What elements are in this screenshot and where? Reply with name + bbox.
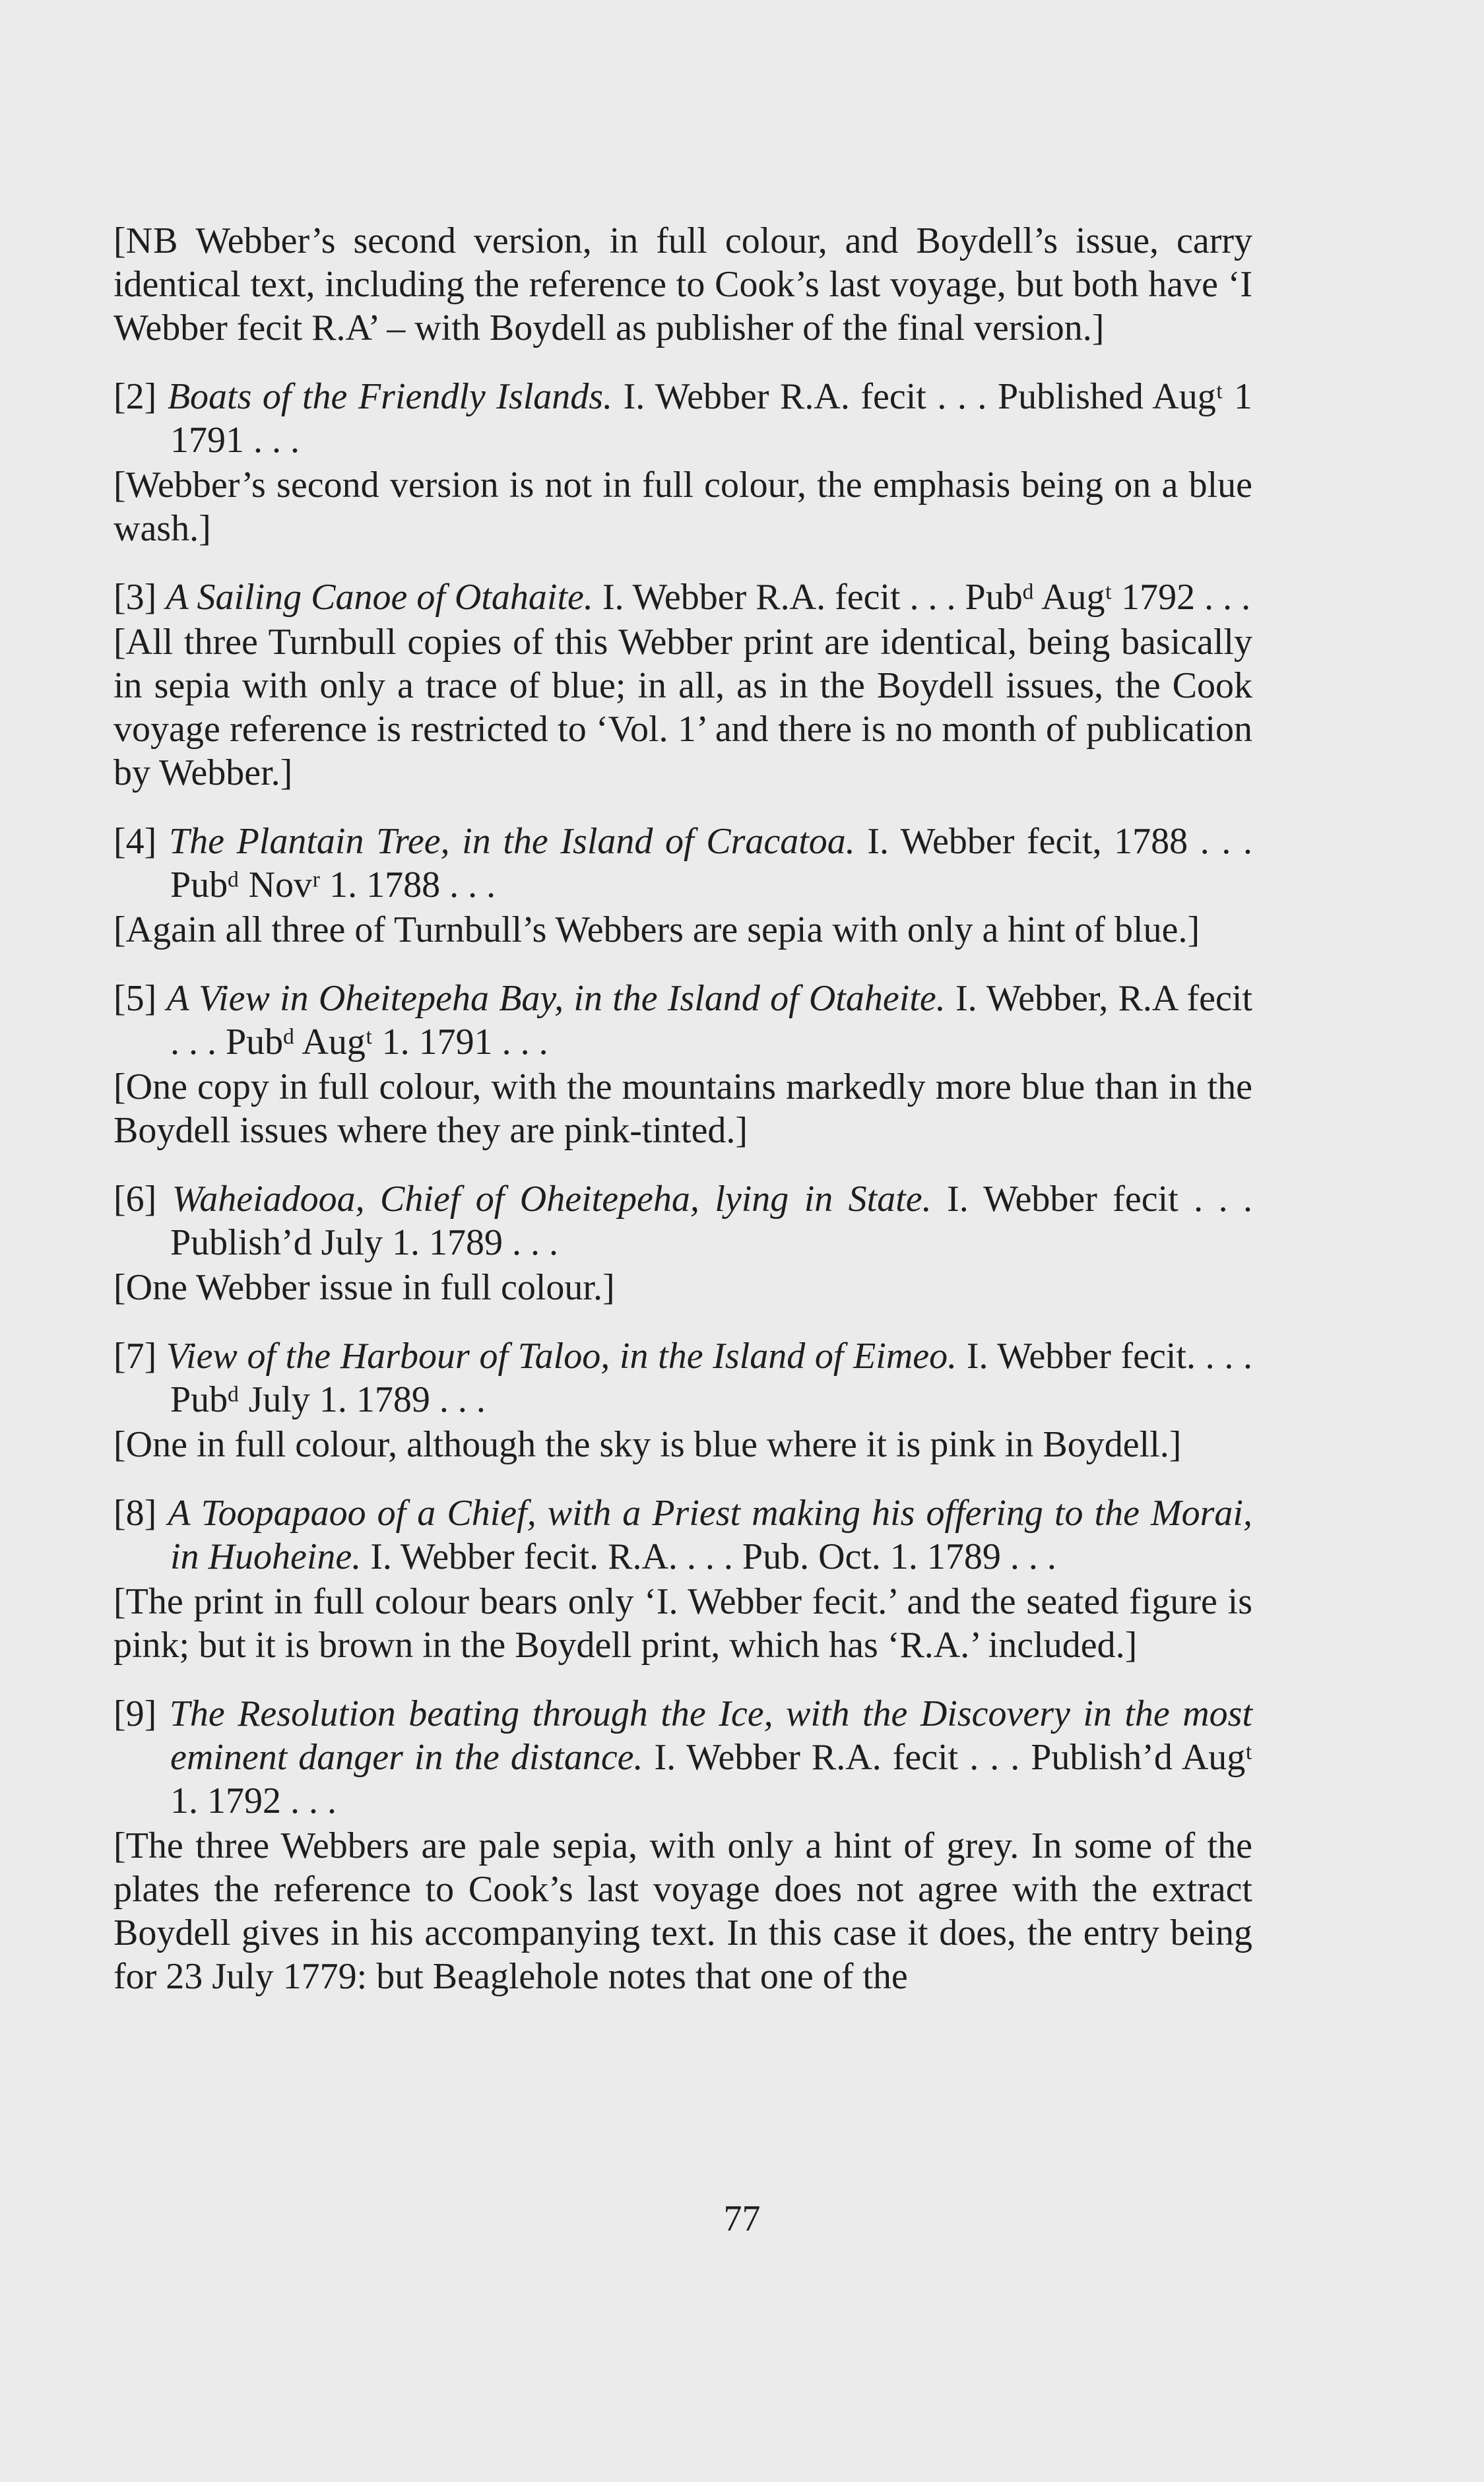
intro-note: [NB Webber’s second version, in full colour, and Boydell’s issue, carry identical text, including the reference to Cook’s last voyage, but both have ‘I Webber fecit R.A’ – with Boydell as publisher of the final version.] [113, 220, 1252, 348]
entry-details: I. Webber R.A. fecit . . . Publish’d Augᵗ 1. 1792 . . . [170, 1737, 1252, 1821]
catalogue-entry-2 [113, 375, 1252, 462]
entry-details: I. Webber R.A. fecit . . . Published Augᵗ 1 1791 . . . [170, 376, 1252, 461]
entry-details: I. Webber R.A. fecit . . . Pubᵈ Augᵗ 1792 . . . [593, 577, 1251, 618]
entry-number: [8] [113, 1493, 157, 1534]
entry-note: [One Webber issue in full colour.] [113, 1267, 615, 1308]
intro-note-text: Webber’s second version, in full colour, and Boydell’s issue, carry identical text, including the reference to Cook’s last voyage, but both have ‘I Webber fecit R.A’ – with Boydell as publisher of the final version.] [113, 220, 1252, 348]
catalogue-entry-5 [113, 977, 1252, 1064]
entry-number: [2] [113, 376, 157, 417]
entry-note: [The three Webbers are pale sepia, with only a hint of grey. In some of the plates the reference to Cook’s last voyage does not agree with the extract Boydell gives in his accompanying text. In this case it does, the entry being for 23 July 1779: but Beaglehole notes that one of the [113, 1825, 1252, 1997]
page-number: 77 [723, 2198, 761, 2239]
catalogue-entry-9 [113, 1692, 1252, 1823]
entry-note: [Again all three of Turnbull’s Webbers are sepia with only a hint of blue.] [113, 909, 1200, 950]
catalogue-entry-3 [113, 575, 1252, 619]
entry-note: [One copy in full colour, with the mountains markedly more blue than in the Boydell issues where they are pink-tinted.] [113, 1066, 1252, 1151]
entry-number: [4] [113, 821, 157, 862]
entry-title: Boats of the Friendly Islands. [167, 376, 613, 417]
entry-title: The Resolution beating through the Ice, with the Discovery in the most eminent danger in the distance. [169, 1693, 1252, 1778]
entry-details: I. Webber fecit, 1788 . . . Pubᵈ Novʳ 1. 1788 . . . [170, 821, 1253, 905]
entry-note: [The print in full colour bears only ‘I. Webber fecit.’ and the seated figure is pink; but it is brown in the Boydell print, which has ‘R.A.’ included.] [113, 1581, 1252, 1666]
entry-details: I. Webber fecit . . . Publish’d July 1. 1789 . . . [170, 1179, 1253, 1263]
catalogue-entry-8 [113, 1491, 1252, 1579]
entry-note: [Webber’s second version is not in full colour, the emphasis being on a blue wash.] [113, 465, 1252, 549]
intro-note-prefix: NB [125, 220, 179, 261]
entry-title: The Plantain Tree, in the Island of Cracatoa. [168, 821, 855, 862]
entry-number: [9] [113, 1693, 157, 1734]
catalogue-entry-6 [113, 1177, 1252, 1264]
entry-title: A Sailing Canoe of Otahaite. [166, 577, 593, 618]
entry-number: [6] [113, 1179, 157, 1220]
entry-note: [All three Turnbull copies of this Webber print are identical, being basically in sepia with only a trace of blue; in all, as in the Boydell issues, the Cook voyage reference is restricted to ‘Vol. 1’ and there is no month of publication by Webber.] [113, 622, 1252, 793]
entry-details: I. Webber fecit. . . . Pubᵈ July 1. 1789 . . . [170, 1336, 1253, 1420]
entry-title: Waheiadooa, Chief of Oheitepeha, lying in State. [172, 1179, 932, 1220]
entry-details: I. Webber fecit. R.A. . . . Pub. Oct. 1. 1789 . . . [361, 1536, 1056, 1577]
entry-number: [5] [113, 978, 157, 1019]
entry-note: [One in full colour, although the sky is blue where it is pink in Boydell.] [113, 1424, 1182, 1465]
catalogue-entry-4 [113, 820, 1252, 907]
catalogue-entry-7 [113, 1334, 1252, 1421]
entry-title: A Toopapaoo of a Chief, with a Priest making his offering to the Morai, in Huoheine. [168, 1493, 1252, 1577]
entry-number: [7] [113, 1336, 157, 1377]
entry-details: I. Webber, R.A fecit . . . Pubᵈ Augᵗ 1. 1791 . . . [170, 978, 1252, 1062]
entry-title: View of the Harbour of Taloo, in the Island of Eimeo. [166, 1336, 957, 1377]
entry-number: [3] [113, 577, 157, 618]
page-body [113, 219, 1252, 1998]
entry-title: A View in Oheitepeha Bay, in the Island of Otaheite. [166, 978, 946, 1019]
